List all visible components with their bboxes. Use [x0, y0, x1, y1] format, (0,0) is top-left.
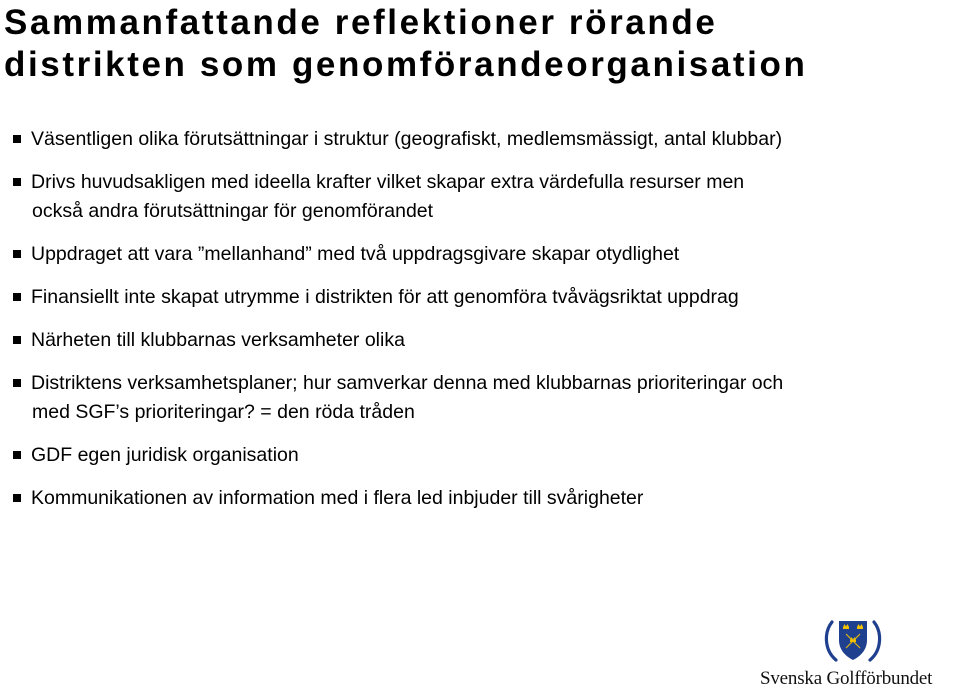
bullet-item — [0, 484, 960, 513]
bullet-item — [0, 441, 960, 470]
golf-federation-crest-icon — [822, 618, 884, 664]
bullet-text: Uppdraget att vara ”mellanhand” med två uppdragsgivare skapar otydlighet — [31, 243, 680, 265]
square-bullet-icon — [13, 250, 21, 258]
bullet-text-continuation: också andra förutsättningar för genomförandet — [32, 200, 434, 222]
square-bullet-icon — [13, 293, 21, 301]
bullet-item — [0, 283, 960, 312]
square-bullet-icon — [13, 494, 21, 502]
square-bullet-icon — [13, 178, 21, 186]
square-bullet-icon — [13, 379, 21, 387]
logo-wordmark: Svenska Golfförbundet — [760, 668, 933, 689]
bullet-item — [0, 240, 960, 269]
svenska-golfforbundet-logo — [760, 618, 956, 690]
bullet-text-continuation: med SGF’s prioriteringar? = den röda tråden — [32, 401, 415, 423]
bullet-item — [0, 125, 960, 154]
bullet-text: Närheten till klubbarnas verksamheter olika — [31, 329, 405, 351]
square-bullet-icon — [13, 135, 21, 143]
bullet-item — [0, 168, 960, 226]
slide-title — [4, 2, 954, 86]
bullet-item — [0, 326, 960, 355]
bullet-text: Drivs huvudsakligen med ideella krafter vilket skapar extra värdefulla resurser men — [31, 171, 745, 193]
bullet-text: Finansiellt inte skapat utrymme i distrikten för att genomföra tvåvägsriktat uppdrag — [31, 286, 739, 308]
title-line-1: Sammanfattande reflektioner rörande — [4, 3, 718, 42]
bullet-text: Kommunikationen av information med i flera led inbjuder till svårigheter — [31, 487, 644, 509]
bullet-text: GDF egen juridisk organisation — [31, 444, 299, 466]
bullet-text: Distriktens verksamhetsplaner; hur samverkar denna med klubbarnas prioriteringar och — [31, 372, 784, 394]
bullet-text: Väsentligen olika förutsättningar i struktur (geografiskt, medlemsmässigt, antal klubbar) — [31, 128, 783, 150]
square-bullet-icon — [13, 451, 21, 459]
bullet-item — [0, 369, 960, 427]
title-line-2: distrikten som genomförandeorganisation — [4, 45, 808, 84]
bullet-list — [0, 125, 960, 513]
square-bullet-icon — [13, 336, 21, 344]
